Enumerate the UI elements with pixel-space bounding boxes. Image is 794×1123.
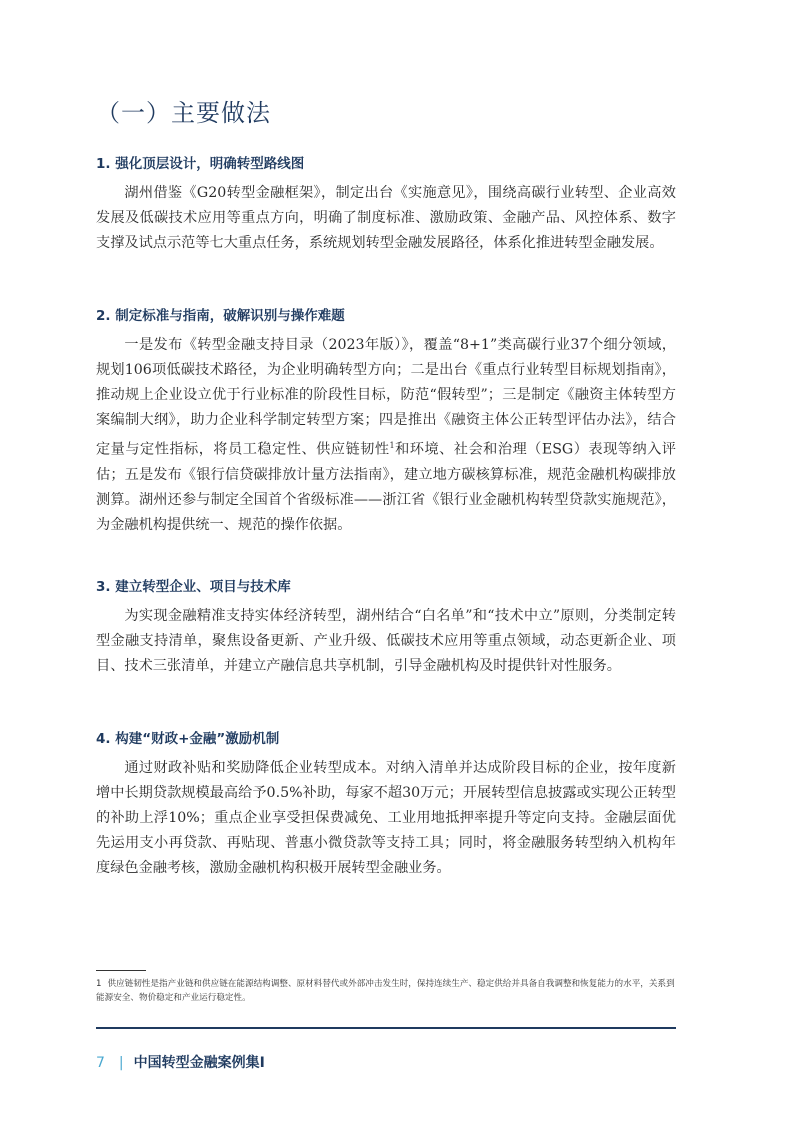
item-2-body-part2: 和环境、社会和治理（ESG）表现等纳入评估；五是发布《银行信贷碳排放计量方法指南》，建立地方碳核算标准，规范金融机构碳排放测算。湖州还参与制定全国首个省级标准——浙江省《银行业金融机构转型贷款实施规范》，为金融机构提供统一、规范的操作依据。	[96, 441, 676, 533]
footnote-number: 1	[96, 979, 102, 989]
footer-separator: |	[118, 1055, 124, 1071]
footnote	[96, 977, 676, 1005]
item-1-body: 湖州借鉴《G20转型金融框架》，制定出台《实施意见》，围绕高碳行业转型、企业高效发展及低碳技术应用等重点方向，明确了制度标准、激励政策、金融产品、风控体系、数字支撑及试点示范等七大重点任务，系统规划转型金融发展路径，体系化推进转型金融发展。	[96, 185, 676, 251]
item-2-heading: 2. 制定标准与指南，破解识别与操作难题	[96, 308, 345, 324]
item-4-heading: 4. 构建“财政+金融”激励机制	[96, 731, 280, 747]
item-2-body-part1: 一是发布《转型金融支持目录（2023年版）》，覆盖“8+1”类高碳行业37个细分领域，规划106项低碳技术路径，为企业明确转型方向；二是出台《重点行业转型目标规划指南》，推动规上企业设立优于行业标准的阶段性目标，防范“假转型”；三是制定《融资主体转型方案编制大纲》，助力企业科学制定转型方案；四是推出《融资主体公正转型评估办法》，结合定量与定性指标，将员工稳定性、供应链韧性	[96, 337, 676, 458]
footnote-divider	[96, 970, 146, 971]
footnote-text: 供应链韧性是指产业链和供应链在能源结构调整、原材料替代或外部冲击发生时，保持连续生产、稳定供给并具备自我调整和恢复能力的水平，关系到能源安全、物价稳定和产业运行稳定性。	[96, 979, 675, 1003]
footer-rule	[96, 1027, 676, 1029]
item-4-body: 通过财政补贴和奖励降低企业转型成本。对纳入清单并达成阶段目标的企业，按年度新增中长期贷款规模最高给予0.5%补助，每家不超30万元；开展转型信息披露或实现公正转型的补助上浮10%；重点企业享受担保费减免、工业用地抵押率提升等定向支持。金融层面优先运用支小再贷款、再贴现、普惠小微贷款等支持工具；同时，将金融服务转型纳入机构年度绿色金融考核，激励金融机构积极开展转型金融业务。	[96, 760, 676, 876]
page-footer	[96, 1052, 265, 1072]
page-number: 7	[96, 1055, 105, 1071]
publication-title: 中国转型金融案例集I	[133, 1055, 265, 1071]
item-2-body	[96, 333, 676, 538]
item-3-body: 为实现金融精准支持实体经济转型，湖州结合“白名单”和“技术中立”原则，分类制定转型金融支持清单，聚焦设备更新、产业升级、低碳技术应用等重点领域，动态更新企业、项目、技术三张清单，并建立产融信息共享机制，引导金融机构及时提供针对性服务。	[96, 608, 676, 674]
footnote-ref: 1	[389, 441, 395, 450]
item-3-heading: 3. 建立转型企业、项目与技术库	[96, 579, 291, 595]
section-title: （一）主要做法	[96, 99, 271, 127]
item-1-heading: 1. 强化顶层设计，明确转型路线图	[96, 156, 305, 172]
